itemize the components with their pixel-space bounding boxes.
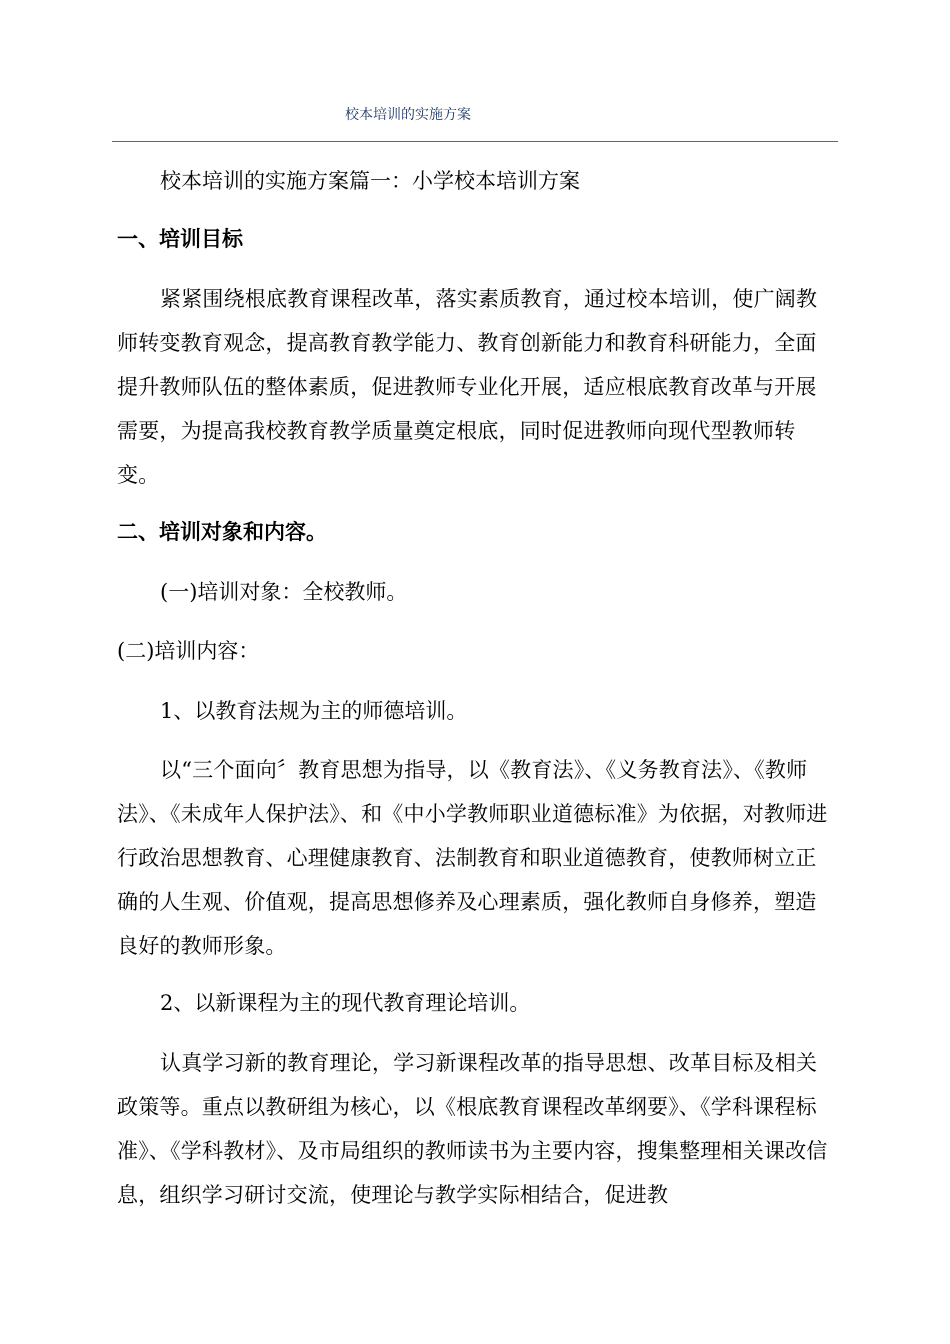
paragraph-theory: 认真学习新的教育理论，学习新课程改革的指导思想、改革目标及相关政策等。重点以教研组为核心，以《根底教育课程改革纲要》、《学科课程标准》、《学科教材》、及市局组织的教师读书为主要内容，搜集整理相关课改信息，组织学习研讨交流，使理论与教学实际相结合，促进教 xyxy=(117,1051,828,1207)
header-rule xyxy=(112,141,838,142)
running-header: 校本培训的实施方案 xyxy=(345,107,471,123)
section-heading-goals: 一、培训目标 xyxy=(117,227,243,251)
subsection-targets: (一)培训对象：全校教师。 xyxy=(160,580,408,604)
section-heading-targets: 二、培训对象和内容。 xyxy=(117,520,327,544)
content-item-2: 2、以新课程为主的现代教育理论培训。 xyxy=(160,991,531,1015)
paragraph-ethics: 以“三个面向〞教育思想为指导，以《教育法》、《义务教育法》、《教师法》、《未成年人保护法》、和《中小学教师职业道德标准》为依据，对教师进行政治思想教育、心理健康教育、法制教育和职业道德教育，使教师树立正确的人生观、价值观，提高思想修养及心理素质，强化教师自身修养，塑造良好的教师形象。 xyxy=(117,758,828,958)
content-item-1: 1、以教育法规为主的师德培训。 xyxy=(160,699,468,723)
document-subtitle: 校本培训的实施方案篇一：小学校本培训方案 xyxy=(160,169,580,193)
subsection-content: (二)培训内容： xyxy=(117,639,260,663)
paragraph-goals: 紧紧围绕根底教育课程改革，落实素质教育，通过校本培训，使广阔教师转变教育观念，提高教育教学能力、教育创新能力和教育科研能力，全面提升教师队伍的整体素质，促进教师专业化开展，适应根底教育改革与开展需要，为提高我校教育教学质量奠定根底，同时促进教师向现代型教师转变。 xyxy=(117,287,818,487)
